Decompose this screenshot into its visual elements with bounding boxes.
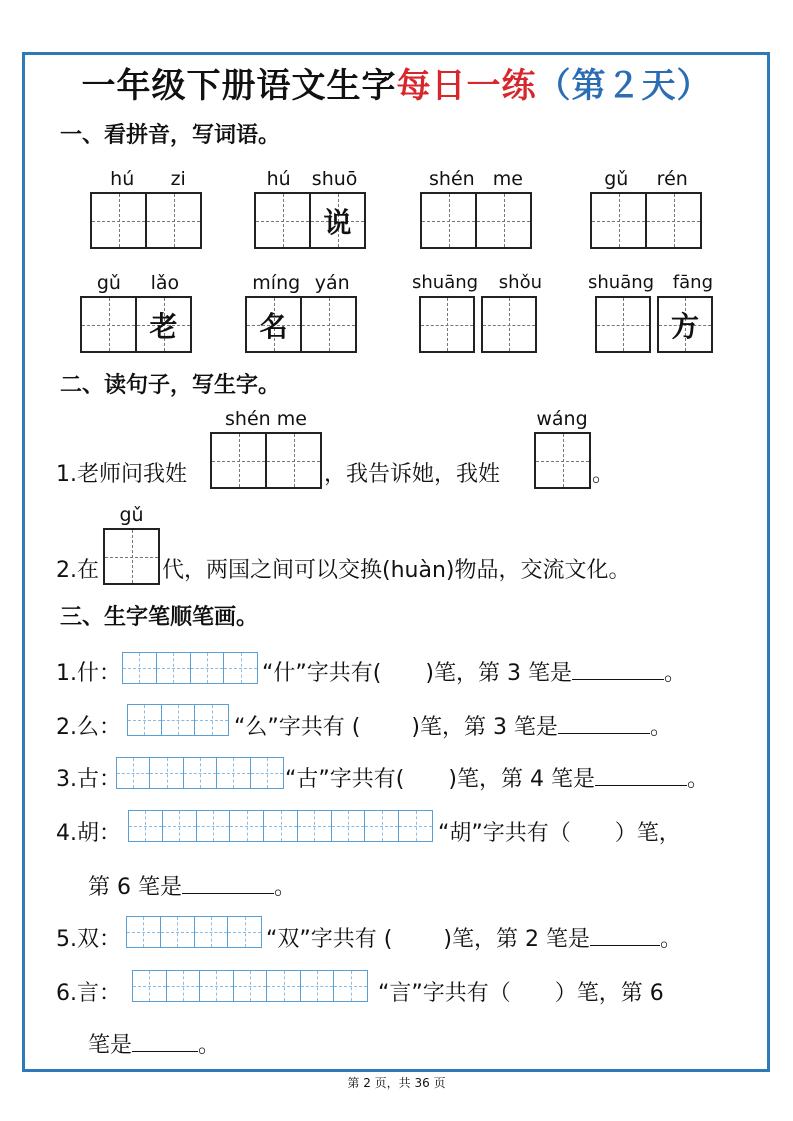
stroke-boxes-3[interactable] <box>116 757 284 789</box>
section1-heading: 一、看拼音，写词语。 <box>60 122 281 148</box>
stroke-boxes-4[interactable] <box>128 810 433 842</box>
stroke-item-6: “言”字共有（ ）笔，第 6 <box>378 981 664 1006</box>
word6-pinyin: míng yán <box>252 272 350 294</box>
word8-pinyin: shuāng fāng <box>588 272 713 293</box>
s1-pinyin1: shén me <box>225 408 307 430</box>
stroke-item-6-label: 6.言： <box>56 981 121 1006</box>
section2-heading: 二、读句子，写生字。 <box>60 372 281 398</box>
word4-grid[interactable] <box>590 192 702 249</box>
word8-grid[interactable]: 方 <box>595 296 713 353</box>
stroke-item-4: “胡”字共有（ ）笔， <box>438 821 681 846</box>
stroke-item-1: “什”字共有( )笔，第 3 笔是 。 <box>262 661 686 686</box>
word1-grid[interactable] <box>90 192 202 249</box>
word7-pinyin: shuāng shǒu <box>412 272 542 293</box>
sentence2: 2.在 <box>56 558 100 583</box>
sentence1: 1.老师问我姓 <box>56 462 188 487</box>
word3-pinyin: shén me <box>429 168 523 190</box>
word1-pinyin: hú zi <box>110 168 186 190</box>
stroke-item-5: “双”字共有 ( )笔，第 2 笔是 。 <box>266 927 682 952</box>
word5-pinyin: gǔ lǎo <box>96 272 180 294</box>
s1-grid2[interactable] <box>534 432 591 489</box>
sentence1-mid: ，我告诉她，我姓 <box>324 462 501 487</box>
title-day: （第２天） <box>536 66 712 106</box>
word7-grid[interactable] <box>419 296 537 353</box>
s2-pinyin: gǔ <box>119 504 144 526</box>
page-title <box>0 58 793 107</box>
title-main: 一年级下册语文生字 <box>81 66 397 106</box>
stroke-boxes-1[interactable] <box>122 652 258 684</box>
stroke-item-6-cont: 笔是 。 <box>88 1033 221 1058</box>
stroke-boxes-6[interactable] <box>132 970 368 1002</box>
sentence2-rest: 代，两国之间可以交换(huàn)物品，交流文化。 <box>162 558 631 583</box>
word5-grid[interactable]: 老 <box>80 296 192 353</box>
page-footer: 第 2 页，共 36 页 <box>347 1076 446 1090</box>
word2-pinyin: hú shuō <box>266 168 358 190</box>
s2-grid[interactable] <box>103 528 160 585</box>
word2-grid[interactable]: 说 <box>254 192 366 249</box>
stroke-item-2: “么”字共有 ( )笔，第 3 笔是 。 <box>234 715 672 740</box>
stroke-item-4-cont: 第 6 笔是 。 <box>88 875 296 900</box>
stroke-item-2-label: 2.么： <box>56 715 121 740</box>
section3-heading: 三、生字笔顺笔画。 <box>60 604 259 630</box>
stroke-item-4-label: 4.胡： <box>56 821 121 846</box>
s1-pinyin2: wáng <box>536 408 588 430</box>
word3-grid[interactable] <box>420 192 532 249</box>
stroke-boxes-2[interactable] <box>127 704 229 736</box>
title-highlight: 每日一练 <box>396 66 537 106</box>
stroke-item-3-label: 3.古： <box>56 767 121 792</box>
word6-grid[interactable]: 名 <box>245 296 357 353</box>
sentence1-end: 。 <box>592 462 615 487</box>
stroke-item-1-label: 1.什： <box>56 661 121 686</box>
stroke-item-5-label: 5.双： <box>56 927 121 952</box>
stroke-item-3: “古”字共有( )笔，第 4 笔是 。 <box>285 767 709 792</box>
stroke-boxes-5[interactable] <box>126 916 262 948</box>
s1-grid1[interactable] <box>210 432 322 489</box>
word4-pinyin: gǔ rén <box>604 168 688 190</box>
